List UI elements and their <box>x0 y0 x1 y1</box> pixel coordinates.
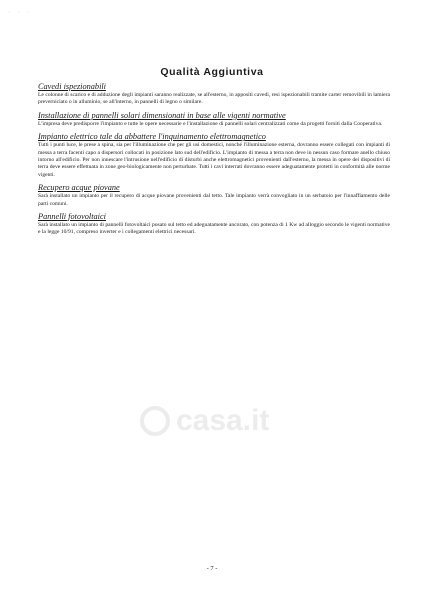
section-impianto-elettrico <box>38 132 390 179</box>
section-text: Le colonne di scarico e di adduzione degli impianti saranno realizzate, se all'esterno, in appositi cavedi, resi ispezionabili tramite carter removibili in lamiera preverniciato o in alluminio, se all'interno, in pannelli di legno o similare. <box>38 92 390 106</box>
section-text: L'impresa deve predisporre l'impianto e tutte le opere necessarie e l'installazione di pannelli solari centralizzati come da progetti forniti dalla Cooperativa. <box>38 120 383 127</box>
section-pannelli-fotovoltaici <box>38 212 390 237</box>
watermark-logo-icon <box>140 406 170 436</box>
section-text: Sarà installato un impianto di pannelli fotovoltaici posato sul tetto ed adeguatamente ancorato, con potenza di 1 Kw ad alloggio secondo le vigenti normative e la legge 10/91, compreso inverter e i collegamenti elettrici necessari. <box>38 222 390 236</box>
section-heading: Cavedi ispezionabili <box>38 82 106 91</box>
watermark-text: casa.it <box>176 404 270 437</box>
scan-artifact: · · · <box>8 10 32 16</box>
document-body <box>38 82 390 241</box>
section-heading: Installazione di pannelli solari dimensionati in base alle vigenti normative <box>38 110 286 120</box>
section-text: Tutti i punti luce, le prese a spina, sia per l'illuminazione che per gli usi domestici, nonché l'illuminazione esterna, dovranno essere collegati con impianti di messa a terra facenti capo a dispersori collocati in posizione lato sud dell'edificio. L'impianto di messa a terra non deve in nessun caso formare anello chiuso intorno all'edificio. Per non innescare l'intrusione nell'edificio di disturbi anche elettromagnetici provenienti dall'esterno, la messa in opere dei dispositivi di terra deve essere effettuata in zone geo-biologicamente non perturbate. Tutti i cavi interrati dovranno essere adeguatamente protetti in conformità alle norme vigenti. <box>38 142 390 178</box>
section-heading: Pannelli fotovoltaici <box>38 212 106 222</box>
watermark <box>140 404 269 438</box>
section-cavedi <box>38 82 390 107</box>
page-title: Qualità Aggiuntiva <box>160 66 264 78</box>
section-heading: Impianto elettrico tale da abbattere l'inquinamento elettromagnetico <box>38 132 266 142</box>
section-pannelli-solari <box>38 111 390 128</box>
section-recupero-acque <box>38 183 390 208</box>
section-heading: Recupero acque piovane <box>38 183 120 193</box>
section-text: Sarà installato un impianto per il recupero di acque piovane provenienti dal tetto. Tale impianto verrà convogliato in un serbatoio per l'innaffiamento delle parti comuni. <box>38 193 390 207</box>
page-number: - 7 - <box>206 565 218 572</box>
